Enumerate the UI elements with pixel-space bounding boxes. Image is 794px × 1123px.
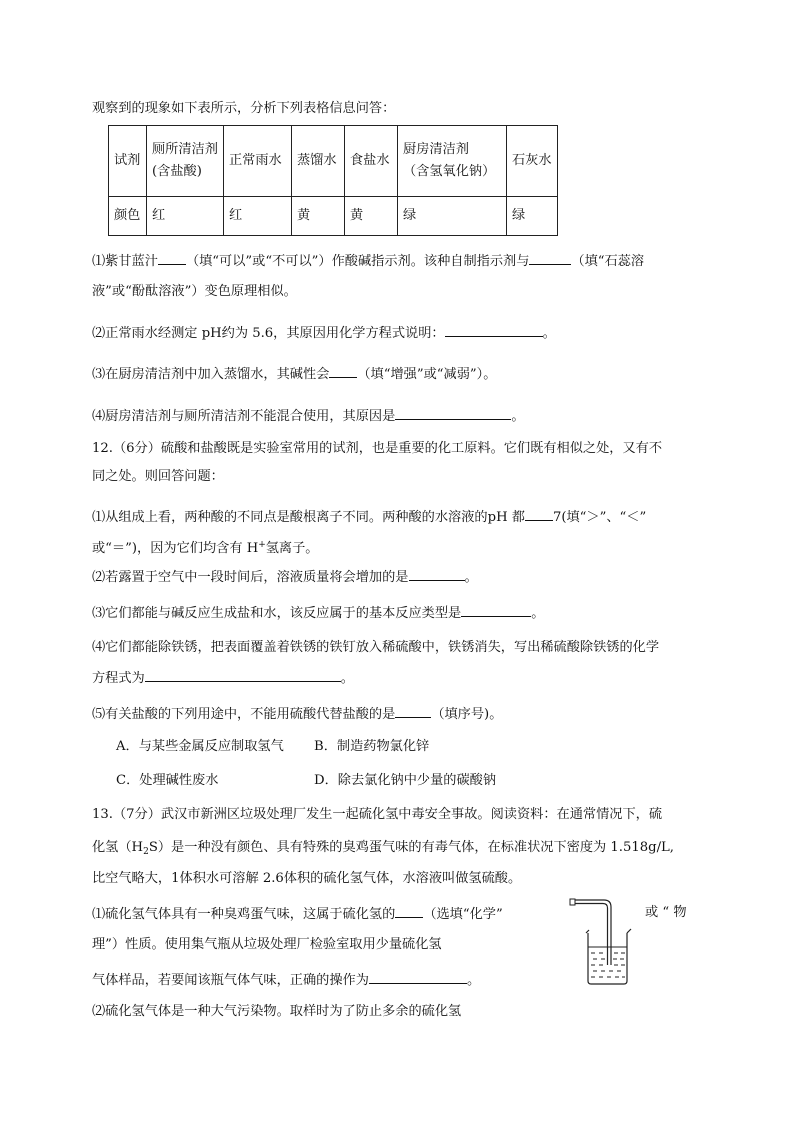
text: ⑸有关盐酸的下列用途中，不能用硫酸代替盐酸的是 bbox=[92, 707, 396, 722]
option-c: C．处理碱性废水 bbox=[116, 773, 219, 788]
text: 。 bbox=[340, 671, 354, 686]
q11-part2 bbox=[92, 323, 556, 343]
q12-part1-line2 bbox=[92, 536, 319, 558]
q11-part1-line1 bbox=[92, 251, 644, 271]
observation-table bbox=[108, 125, 558, 236]
row-header: 试剂 bbox=[109, 126, 147, 197]
cell-line: （含氢氧化钠） bbox=[403, 164, 496, 179]
text: ⑶它们都能与碱反应生成盐和水，该反应属于的基本反应类型是 bbox=[92, 606, 462, 621]
q11-part3 bbox=[92, 364, 496, 384]
q12-part5 bbox=[92, 704, 502, 724]
q13-heading-line3: 比空气略大，1体积水可溶解 2.6体积的硫化氢气体，水溶液叫做氢硫酸。 bbox=[92, 871, 522, 886]
table-cell: 食盐水 bbox=[345, 126, 398, 197]
text: 气体样品，若要闻该瓶气体气味，正确的操作为 bbox=[92, 973, 369, 988]
q12-part4-line2 bbox=[92, 668, 354, 688]
q11-part1-line2: 液”或“酚酞溶液”）变色原理相似。 bbox=[92, 284, 297, 299]
answer-blank[interactable] bbox=[158, 251, 186, 265]
intro-text: 观察到的现象如下表所示，分析下列表格信息问答： bbox=[92, 101, 396, 116]
text: ⑴硫化氢气体具有一种臭鸡蛋气味，这属于硫化氢的 bbox=[92, 907, 396, 922]
text: （填“石蕊溶 bbox=[571, 254, 645, 269]
q12-part1-line1 bbox=[92, 507, 646, 527]
text: （选填“化学” bbox=[423, 907, 503, 922]
text: ⑶在厨房清洁剂中加入蒸馏水，其碱性会 bbox=[92, 367, 330, 382]
table-cell bbox=[398, 126, 507, 197]
answer-blank[interactable] bbox=[395, 904, 423, 918]
q13-heading-line1: 13.（7分）武汉市新洲区垃圾处理厂发生一起硫化氢中毒安全事故。阅读资料：在通常情况下，硫 bbox=[92, 807, 663, 822]
answer-blank[interactable] bbox=[461, 603, 531, 617]
answer-blank[interactable] bbox=[525, 507, 553, 521]
cell-line: (含盐酸) bbox=[152, 164, 202, 179]
superscript: + bbox=[258, 540, 266, 550]
q12-part3 bbox=[92, 603, 544, 623]
text: ⑴从组成上看，两种酸的不同点是酸根离子不同。两种酸的水溶液的pH 都 bbox=[92, 510, 525, 525]
table-cell: 红 bbox=[147, 197, 224, 236]
text: 化氢（H bbox=[92, 840, 144, 855]
answer-blank[interactable] bbox=[445, 323, 543, 337]
text: 氢离子。 bbox=[265, 541, 319, 556]
text: S）是一种没有颜色、具有特殊的臭鸡蛋气味的有毒气体，在标准状况下密度为 1.518g/L, bbox=[148, 840, 674, 855]
answer-blank[interactable] bbox=[145, 668, 341, 682]
gas-absorption-beaker-illustration bbox=[566, 895, 642, 987]
cell-line: 厕所清洁剂 bbox=[152, 142, 218, 157]
text: 。 bbox=[464, 570, 478, 585]
text: ⑷厨房清洁剂与厕所清洁剂不能混合使用，其原因是 bbox=[92, 409, 396, 424]
q13-part1-line2: 理”）性质。使用集气瓶从垃圾处理厂检验室取用少量硫化氢 bbox=[92, 937, 442, 952]
q12-heading-line2: 同之处。则回答问题： bbox=[92, 469, 224, 484]
text: 。 bbox=[542, 326, 556, 341]
table-cell: 蒸馏水 bbox=[292, 126, 345, 197]
q12-part2 bbox=[92, 567, 478, 587]
answer-blank[interactable] bbox=[529, 251, 571, 265]
q11-part4 bbox=[92, 406, 525, 426]
text: 。 bbox=[511, 409, 525, 424]
answer-blank[interactable] bbox=[329, 364, 357, 378]
q13-part2-line1: ⑵硫化氢气体是一种大气污染物。取样时为了防止多余的硫化氢 bbox=[92, 1004, 462, 1019]
q12-heading-line1: 12.（6分）硫酸和盐酸既是实验室常用的试剂，也是重要的化工原料。它们既有相似之处，又有不 bbox=[92, 441, 663, 456]
option-d: D．除去氯化钠中少量的碳酸钠 bbox=[314, 773, 497, 788]
table-cell: 红 bbox=[224, 197, 292, 236]
q13-heading-line2 bbox=[92, 839, 674, 861]
option-a: A．与某些金属反应制取氢气 bbox=[116, 739, 284, 754]
text: 7(填“＞”、“＜” bbox=[552, 510, 647, 525]
answer-blank[interactable] bbox=[369, 970, 467, 984]
table-cell: 正常雨水 bbox=[224, 126, 292, 197]
table-row bbox=[109, 126, 558, 197]
subscript: 2 bbox=[143, 847, 149, 857]
cell-line: 厨房清洁剂 bbox=[403, 142, 469, 157]
table-cell: 绿 bbox=[398, 197, 507, 236]
text: 。 bbox=[466, 973, 481, 988]
table-cell: 黄 bbox=[292, 197, 345, 236]
row-header: 颜色 bbox=[109, 197, 147, 236]
answer-blank[interactable] bbox=[395, 406, 511, 420]
table-cell: 绿 bbox=[507, 197, 558, 236]
text: 或“＝”)，因为它们均含有 H bbox=[92, 541, 259, 556]
table-row bbox=[109, 197, 558, 236]
text: 。 bbox=[531, 606, 545, 621]
answer-blank[interactable] bbox=[395, 704, 431, 718]
text: （填序号)。 bbox=[431, 707, 503, 722]
table-cell: 黄 bbox=[345, 197, 398, 236]
text: （填“增强”或“减弱”）。 bbox=[357, 367, 497, 382]
answer-blank[interactable] bbox=[409, 567, 465, 581]
text: 方程式为 bbox=[92, 671, 145, 686]
q12-part4-line1: ⑷它们都能除铁锈，把表面覆盖着铁锈的铁钉放入稀硫酸中，铁锈消失，写出稀硫酸除铁锈的化学 bbox=[92, 640, 660, 655]
text: ⑵若露置于空气中一段时间后，溶液质量将会增加的是 bbox=[92, 570, 409, 585]
table-cell bbox=[147, 126, 224, 197]
q13-part1-line3 bbox=[92, 970, 480, 990]
q13-part1-line1-tail: 或 “ 物 bbox=[645, 905, 687, 920]
text: （填“可以”或“不可以”）作酸碱指示剂。该种自制指示剂与 bbox=[185, 254, 530, 269]
option-b: B．制造药物氯化锌 bbox=[314, 739, 430, 754]
q13-part1-line1 bbox=[92, 904, 503, 924]
text: ⑴紫甘蓝汁 bbox=[92, 254, 158, 269]
text: ⑵正常雨水经测定 pH约为 5.6，其原因用化学方程式说明： bbox=[92, 326, 445, 341]
table-cell: 石灰水 bbox=[507, 126, 558, 197]
